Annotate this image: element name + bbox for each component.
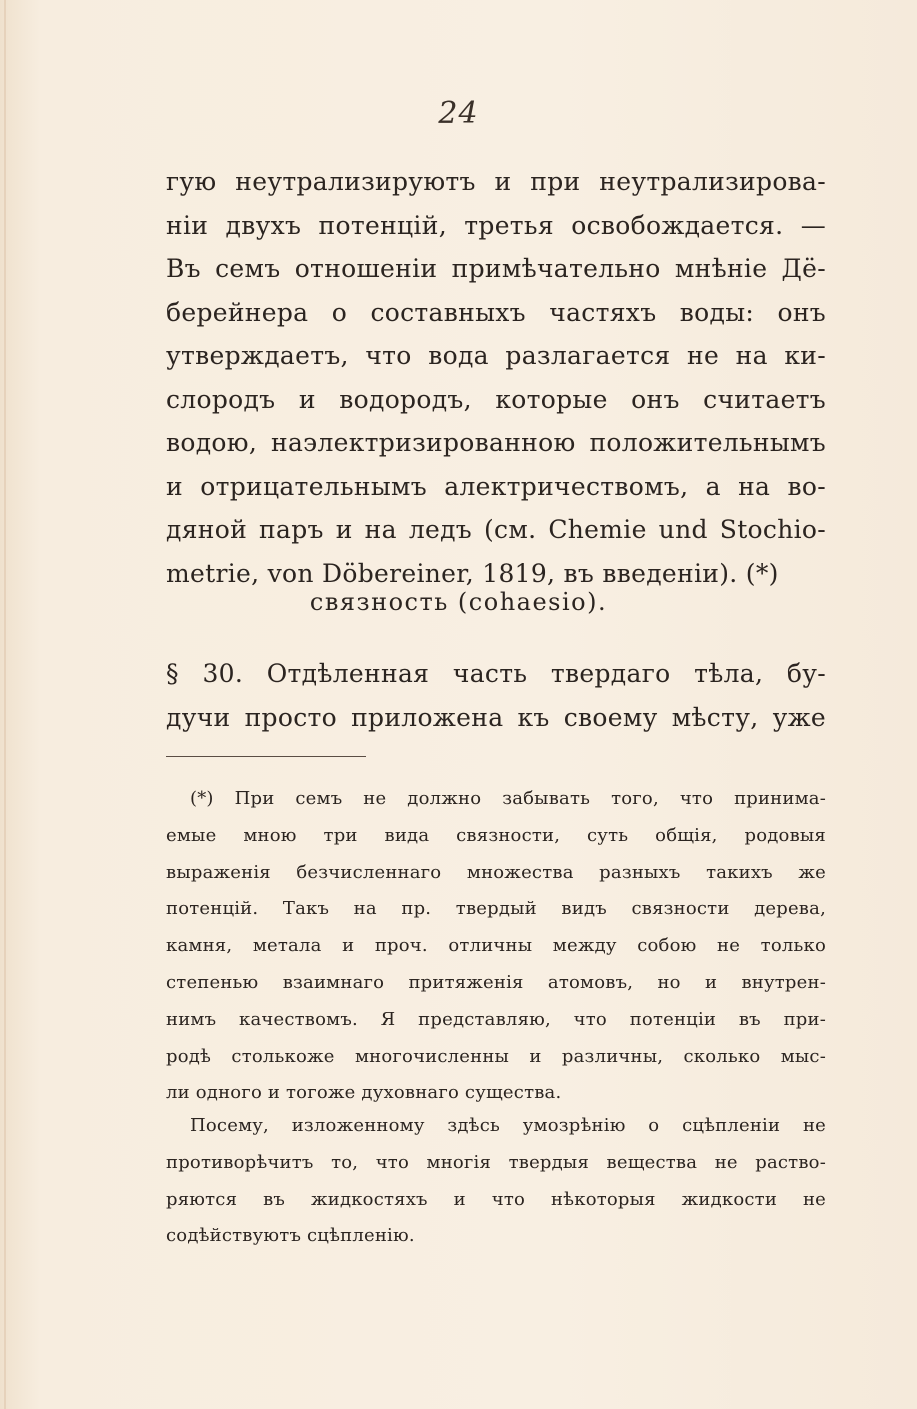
paragraph-block	[166, 652, 826, 739]
footnote-line: Посему, изложенному здѣсь умозрѣнію о сцѣпленіи не	[190, 1115, 826, 1136]
section-heading: связность (cohaesio).	[309, 588, 608, 616]
text-line: § 30. Отдѣленная часть твердаго тѣла, бу-	[166, 659, 826, 688]
text-line: дяной паръ и на ледъ (см. Chemie und Stochio-	[166, 515, 826, 544]
footnote-line: емые мною три вида связности, суть общія, родовыя	[166, 824, 826, 846]
footnote-line: (*) При семъ не должно забывать того, что принимa-	[190, 788, 826, 809]
footnote-line: ряются въ жидкостяхъ и что нѣкоторыя жидкости не	[166, 1188, 826, 1210]
footnote-line: содѣйствуютъ сцѣпленію.	[166, 1225, 415, 1247]
text-line: гую неутрализируютъ и при неутрализирова-	[166, 167, 826, 196]
text-line: дучи просто приложена къ своему мѣсту, уже	[166, 702, 826, 732]
text-line: и отрицательнымъ алектричествомъ, а на во-	[166, 471, 826, 501]
text-line: берейнера о составныхъ частяхъ воды: онъ	[166, 297, 826, 327]
footnote-line: противорѣчитъ то, что многія твердыя вещества не раство-	[166, 1151, 826, 1173]
footnote-line: выраженія безчисленнаго множества разныхъ такихъ же	[166, 861, 826, 883]
text-line: слородъ и водородъ, которые онъ считаетъ	[166, 384, 826, 414]
footnote-block	[166, 781, 826, 1112]
footnote-divider	[166, 756, 366, 757]
main-text-block	[166, 160, 826, 595]
footnote-line: ли одного и тогоже духовнаго существа.	[166, 1082, 562, 1104]
footnote-line: нимъ качествомъ. Я представляю, что потенціи въ при-	[166, 1008, 826, 1030]
text-line: ніи двухъ потенцій, третья освобождается. —	[166, 210, 826, 240]
text-line: водою, наэлектризированною положительнымъ	[166, 428, 826, 457]
text-line: утверждаетъ, что вода разлагается не на ки-	[166, 341, 826, 370]
footnote-line: потенцій. Такъ на пр. твердый видъ связности дерева,	[166, 898, 826, 920]
text-line: Въ семъ отношеніи примѣчательно мнѣніе Дё-	[166, 254, 826, 283]
footnote-line: камня, метала и проч. отличны между собою не только	[166, 935, 826, 957]
page-edge-line	[4, 0, 6, 1409]
footnote-line: родѣ столькоже многочисленны и различны, сколько мыс-	[166, 1045, 826, 1067]
footnote-line: степенью взаимнаго притяженія атомовъ, но и внутрен-	[166, 971, 826, 993]
footnote-continuation-block	[166, 1108, 826, 1255]
text-line: metrie, von Döbereiner, 1819, въ введеніи). (*)	[166, 558, 779, 588]
page-number: 24	[438, 96, 479, 131]
